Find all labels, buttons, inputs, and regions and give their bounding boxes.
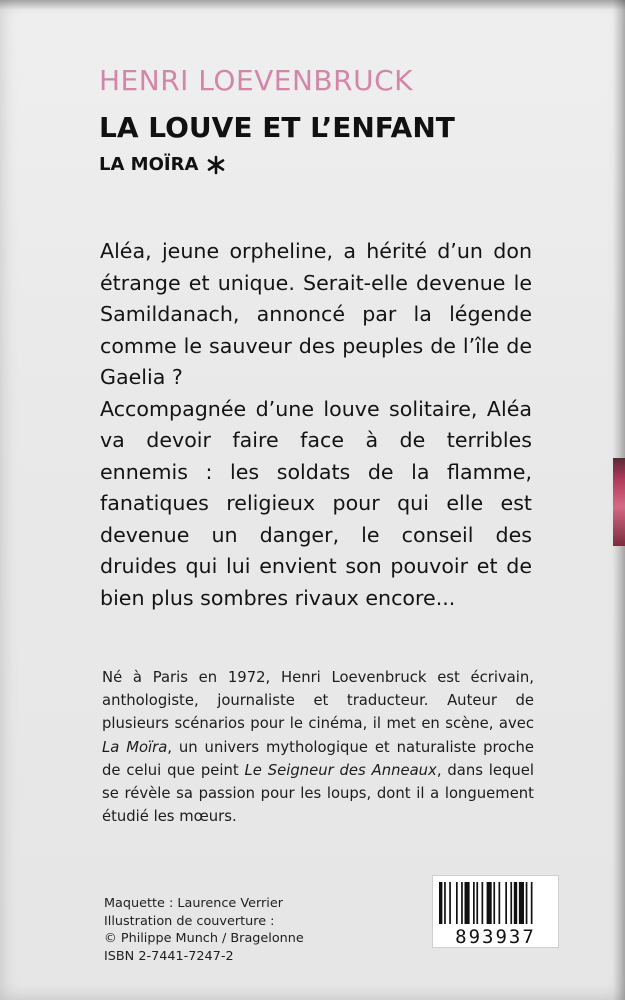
series-label: LA MOÏRA xyxy=(99,154,199,175)
barcode-number: 893937 xyxy=(455,926,536,948)
credit-illustration-label: Illustration de couverture : xyxy=(104,913,275,929)
credit-layout: Maquette : Laurence Verrier xyxy=(104,896,283,911)
credits-block xyxy=(104,895,334,965)
series-name xyxy=(99,154,226,175)
barcode-bar xyxy=(473,882,475,924)
barcode-bar xyxy=(487,882,492,924)
barcode-bar xyxy=(493,882,495,924)
isbn: ISBN 2-7441-7247-2 xyxy=(104,948,234,964)
synopsis-paragraph: Accompagnée d’une louve solitaire, Aléa va devoir faire face à de terribles ennemis : les soldats de la flamme, fanatiques religieux pour qui elle est devenue un danger, le conseil des druides qui lui envient son pouvoir et de bien plus sombres rivaux encore... xyxy=(100,396,532,610)
barcode-bar xyxy=(482,882,484,924)
top-edge-shadow xyxy=(0,0,625,10)
barcode-bar xyxy=(439,882,442,924)
barcode-bar xyxy=(510,882,512,924)
author-name: HENRI LOEVENBRUCK xyxy=(99,64,413,97)
front-cover-edge-strip xyxy=(613,458,625,546)
biography-text: Né à Paris en 1972, Henri Loevenbruck est écrivain, anthologiste, journaliste et traducteur. Auteur de plusieurs scénarios pour le cinéma, il met en scène, avec xyxy=(102,669,534,733)
synopsis-text xyxy=(100,236,532,614)
barcode-bar xyxy=(526,882,528,924)
biography-title-la-moira: La Moïra xyxy=(102,738,168,756)
barcode-bar xyxy=(499,882,501,924)
barcode-bar xyxy=(519,882,524,924)
barcode-bar xyxy=(461,882,463,924)
barcode-bar xyxy=(476,882,478,924)
barcode-bar xyxy=(531,882,533,924)
credit-illustrator: © Philippe Munch / Bragelonne xyxy=(104,931,304,946)
book-title: LA LOUVE ET L’ENFANT xyxy=(99,111,455,144)
barcode-bar xyxy=(456,882,458,924)
biography-text: , dans lequel se révèle sa passion pour les loups, dont il a longuement étudié les mœurs. xyxy=(102,761,535,826)
barcode-bars xyxy=(433,876,558,926)
barcode xyxy=(432,875,559,948)
barcode-bar xyxy=(514,882,517,924)
barcode-bar xyxy=(465,882,470,924)
biography-title-seigneur-des-anneaux: Le Seigneur des Anneaux xyxy=(244,761,437,779)
author-biography xyxy=(102,666,534,828)
biography-text: , un univers mythologique et naturaliste proche de celui que peint xyxy=(102,738,534,779)
barcode-bar xyxy=(505,882,507,924)
barcode-bar xyxy=(444,882,446,924)
synopsis-paragraph: Aléa, jeune orpheline, a hérité d’un don étrange et unique. Serait-elle devenue le Samildanach, annoncé par la légende comme le sauveur des peuples de l’île de Gaelia ? xyxy=(100,239,532,389)
asterisk-star-icon xyxy=(206,155,226,175)
barcode-bar xyxy=(449,882,451,924)
biography-paragraph xyxy=(102,666,534,828)
